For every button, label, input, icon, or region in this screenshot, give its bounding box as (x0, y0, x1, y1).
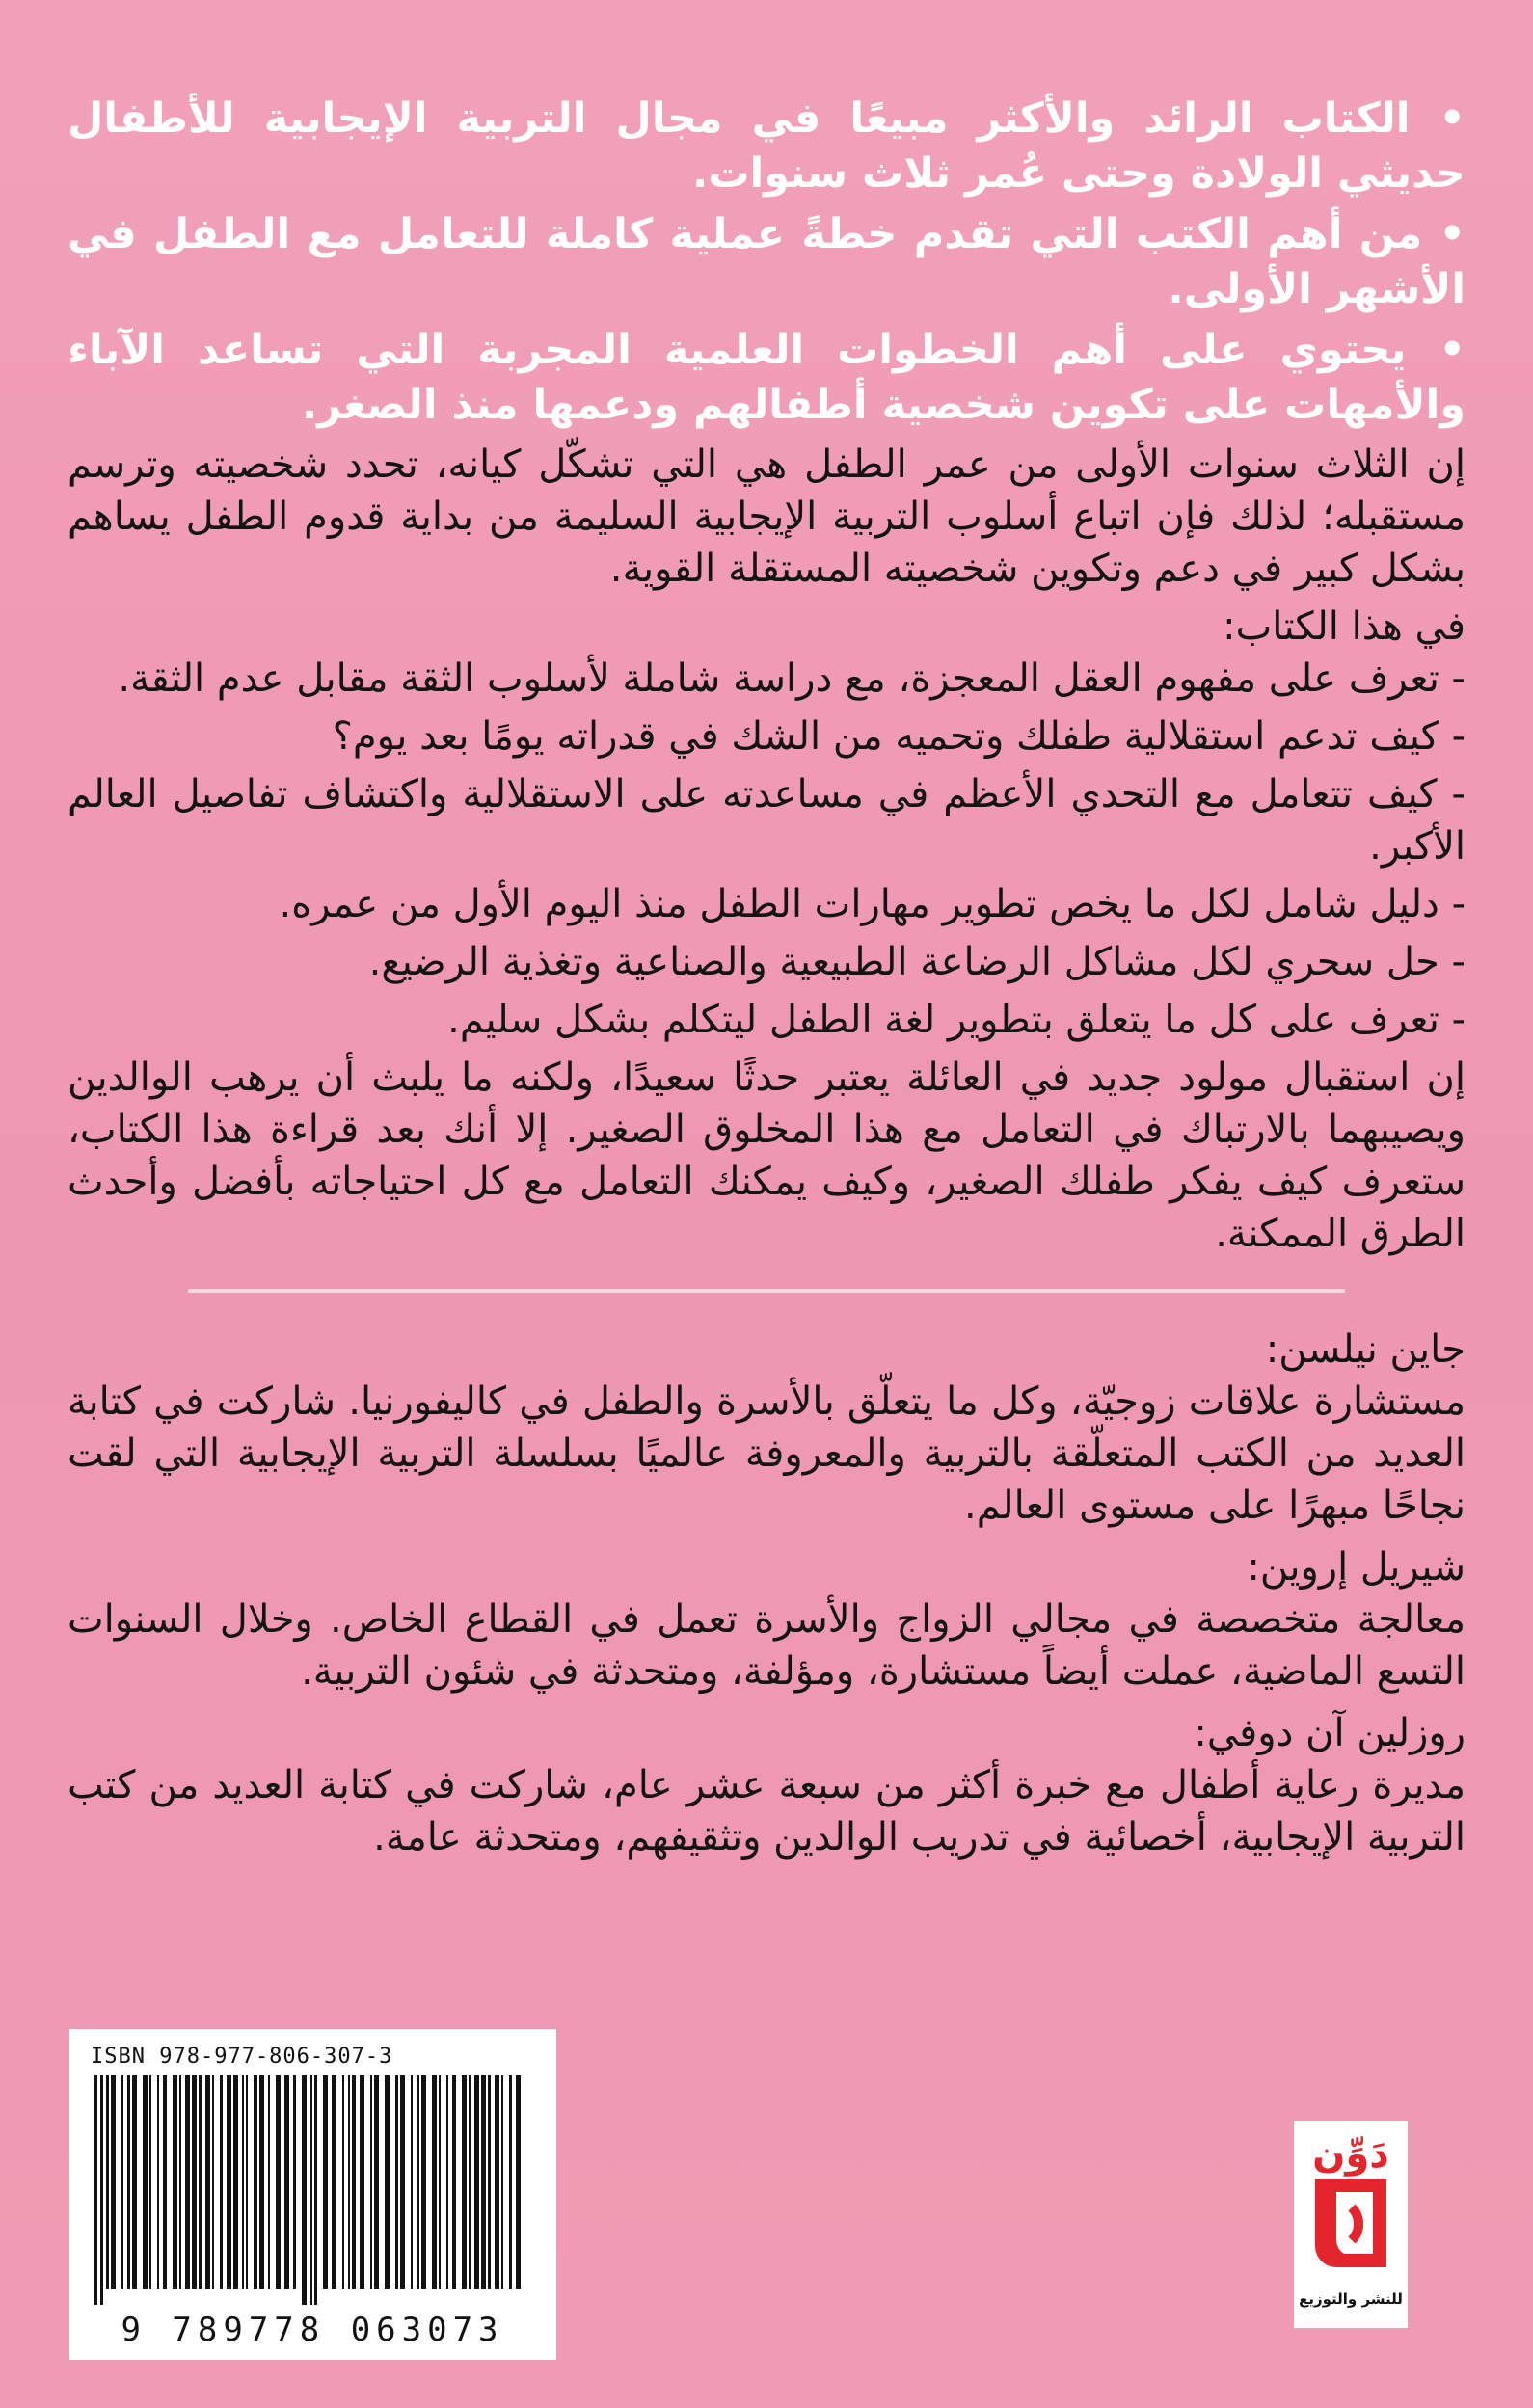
author-bio: مستشارة علاقات زوجيّة، وكل ما يتعلّق بالأسرة والطفل في كاليفورنيا. شاركت في كتابة العديد من الكتب المتعلّقة بالتربية والمعروفة عالميًا بسلسلة التربية الإيجابية التي لقت نجاحًا مبهرًا على مستوى العالم. (67, 1379, 1466, 1528)
intro-paragraph: إن الثلاث سنوات الأولى من عمر الطفل هي التي تشكّل كيانه، تحدد شخصيته وترسم مستقبله؛ لذلك فإن اتباع أسلوب التربية الإيجابية السليمة من بداية قدوم الطفل يساهم بشكل كبير في دعم وتكوين شخصيته المستقلة القوية. (67, 442, 1466, 591)
book-contents-list (67, 653, 1466, 1046)
section-divider (188, 1289, 1345, 1293)
highlight-bullet: • يحتوي على أهم الخطوات العلمية المجربة التي تساعد الآباء والأمهات على تكوين شخصية أطفالهم ودعمها منذ الصغر. (67, 326, 1466, 429)
author-bio: معالجة متخصصة في مجالي الزواج والأسرة تعمل في القطاع الخاص. وخلال السنوات التسع الماضية، عملت أيضاً مستشارة، ومؤلفة، ومتحدثة في شئون التربية. (67, 1597, 1466, 1694)
highlight-bullet: • من أهم الكتب التي تقدم خطةً عملية كاملة للتعامل مع الطفل في الأشهر الأولى. (67, 210, 1466, 313)
barcode-icon (91, 2075, 534, 2305)
highlight-bullet: • الكتاب الرائد والأكثر مبيعًا في مجال التربية الإيجابية للأطفال حديثي الولادة وحتى عُمر ثلاث سنوات. (67, 94, 1466, 198)
list-item: - تعرف على كل ما يتعلق بتطوير لغة الطفل ليتكلم بشكل سليم. (447, 998, 1466, 1042)
publisher-name: دَوِّن (1312, 2132, 1389, 2177)
list-item: - دليل شامل لكل ما يخص تطوير مهارات الطفل منذ اليوم الأول من عمره. (279, 882, 1466, 926)
author-name: جاين نيلسن: (1265, 1327, 1466, 1372)
in-this-book-heading: في هذا الكتاب: (1223, 604, 1466, 649)
author-bio: مديرة رعاية أطفال مع خبرة أكثر من سبعة عشر عام، شاركت في كتابة العديد من كتب التربية الإيجابية، أخصائية في تدريب الوالدين وتثقيفهم، ومتحدثة عامة. (67, 1763, 1466, 1860)
author-name: روزلين آن دوفي: (1194, 1711, 1466, 1755)
barcode-box (69, 2029, 556, 2360)
author-section (67, 1324, 1466, 1863)
highlight-bullets (67, 92, 1466, 433)
list-item: - كيف تتعامل مع التحدي الأعظم في مساعدته على الاستقلالية واكتشاف تفاصيل العالم الأكبر. (67, 772, 1466, 869)
list-item: - تعرف على مفهوم العقل المعجزة، مع دراسة شاملة لأسلوب الثقة مقابل عدم الثقة. (118, 656, 1466, 701)
closing-paragraph: إن استقبال مولود جديد في العائلة يعتبر حدثًا سعيدًا، ولكنه ما يلبث أن يرهب الوالدين ويصيبهما بالارتباك في التعامل مع هذا المخلوق الصغير. إلا أنك بعد قراءة هذا الكتاب، ستعرف كيف يفكر طفلك الصغير، وكيف يمكنك التعامل مع كل احتياجاته بأفضل وأحدث الطرق الممكنة. (67, 1056, 1466, 1256)
isbn-label: ISBN 978-977-806-307-3 (91, 2045, 393, 2069)
publisher-tagline: للنشر والتوزيع (1299, 2290, 1403, 2308)
publisher-logo-icon (1294, 2121, 1408, 2328)
list-item: - كيف تدعم استقلالية طفلك وتحميه من الشك في قدراته يومًا بعد يوم؟ (332, 714, 1466, 759)
author-name: شيريل إروين: (1247, 1545, 1466, 1590)
ean-number: 9 789778 063073 (121, 2311, 504, 2349)
list-item: - حل سحري لكل مشاكل الرضاعة الطبيعية والصناعية وتغذية الرضيع. (368, 940, 1466, 984)
back-cover-text (67, 92, 1466, 1873)
